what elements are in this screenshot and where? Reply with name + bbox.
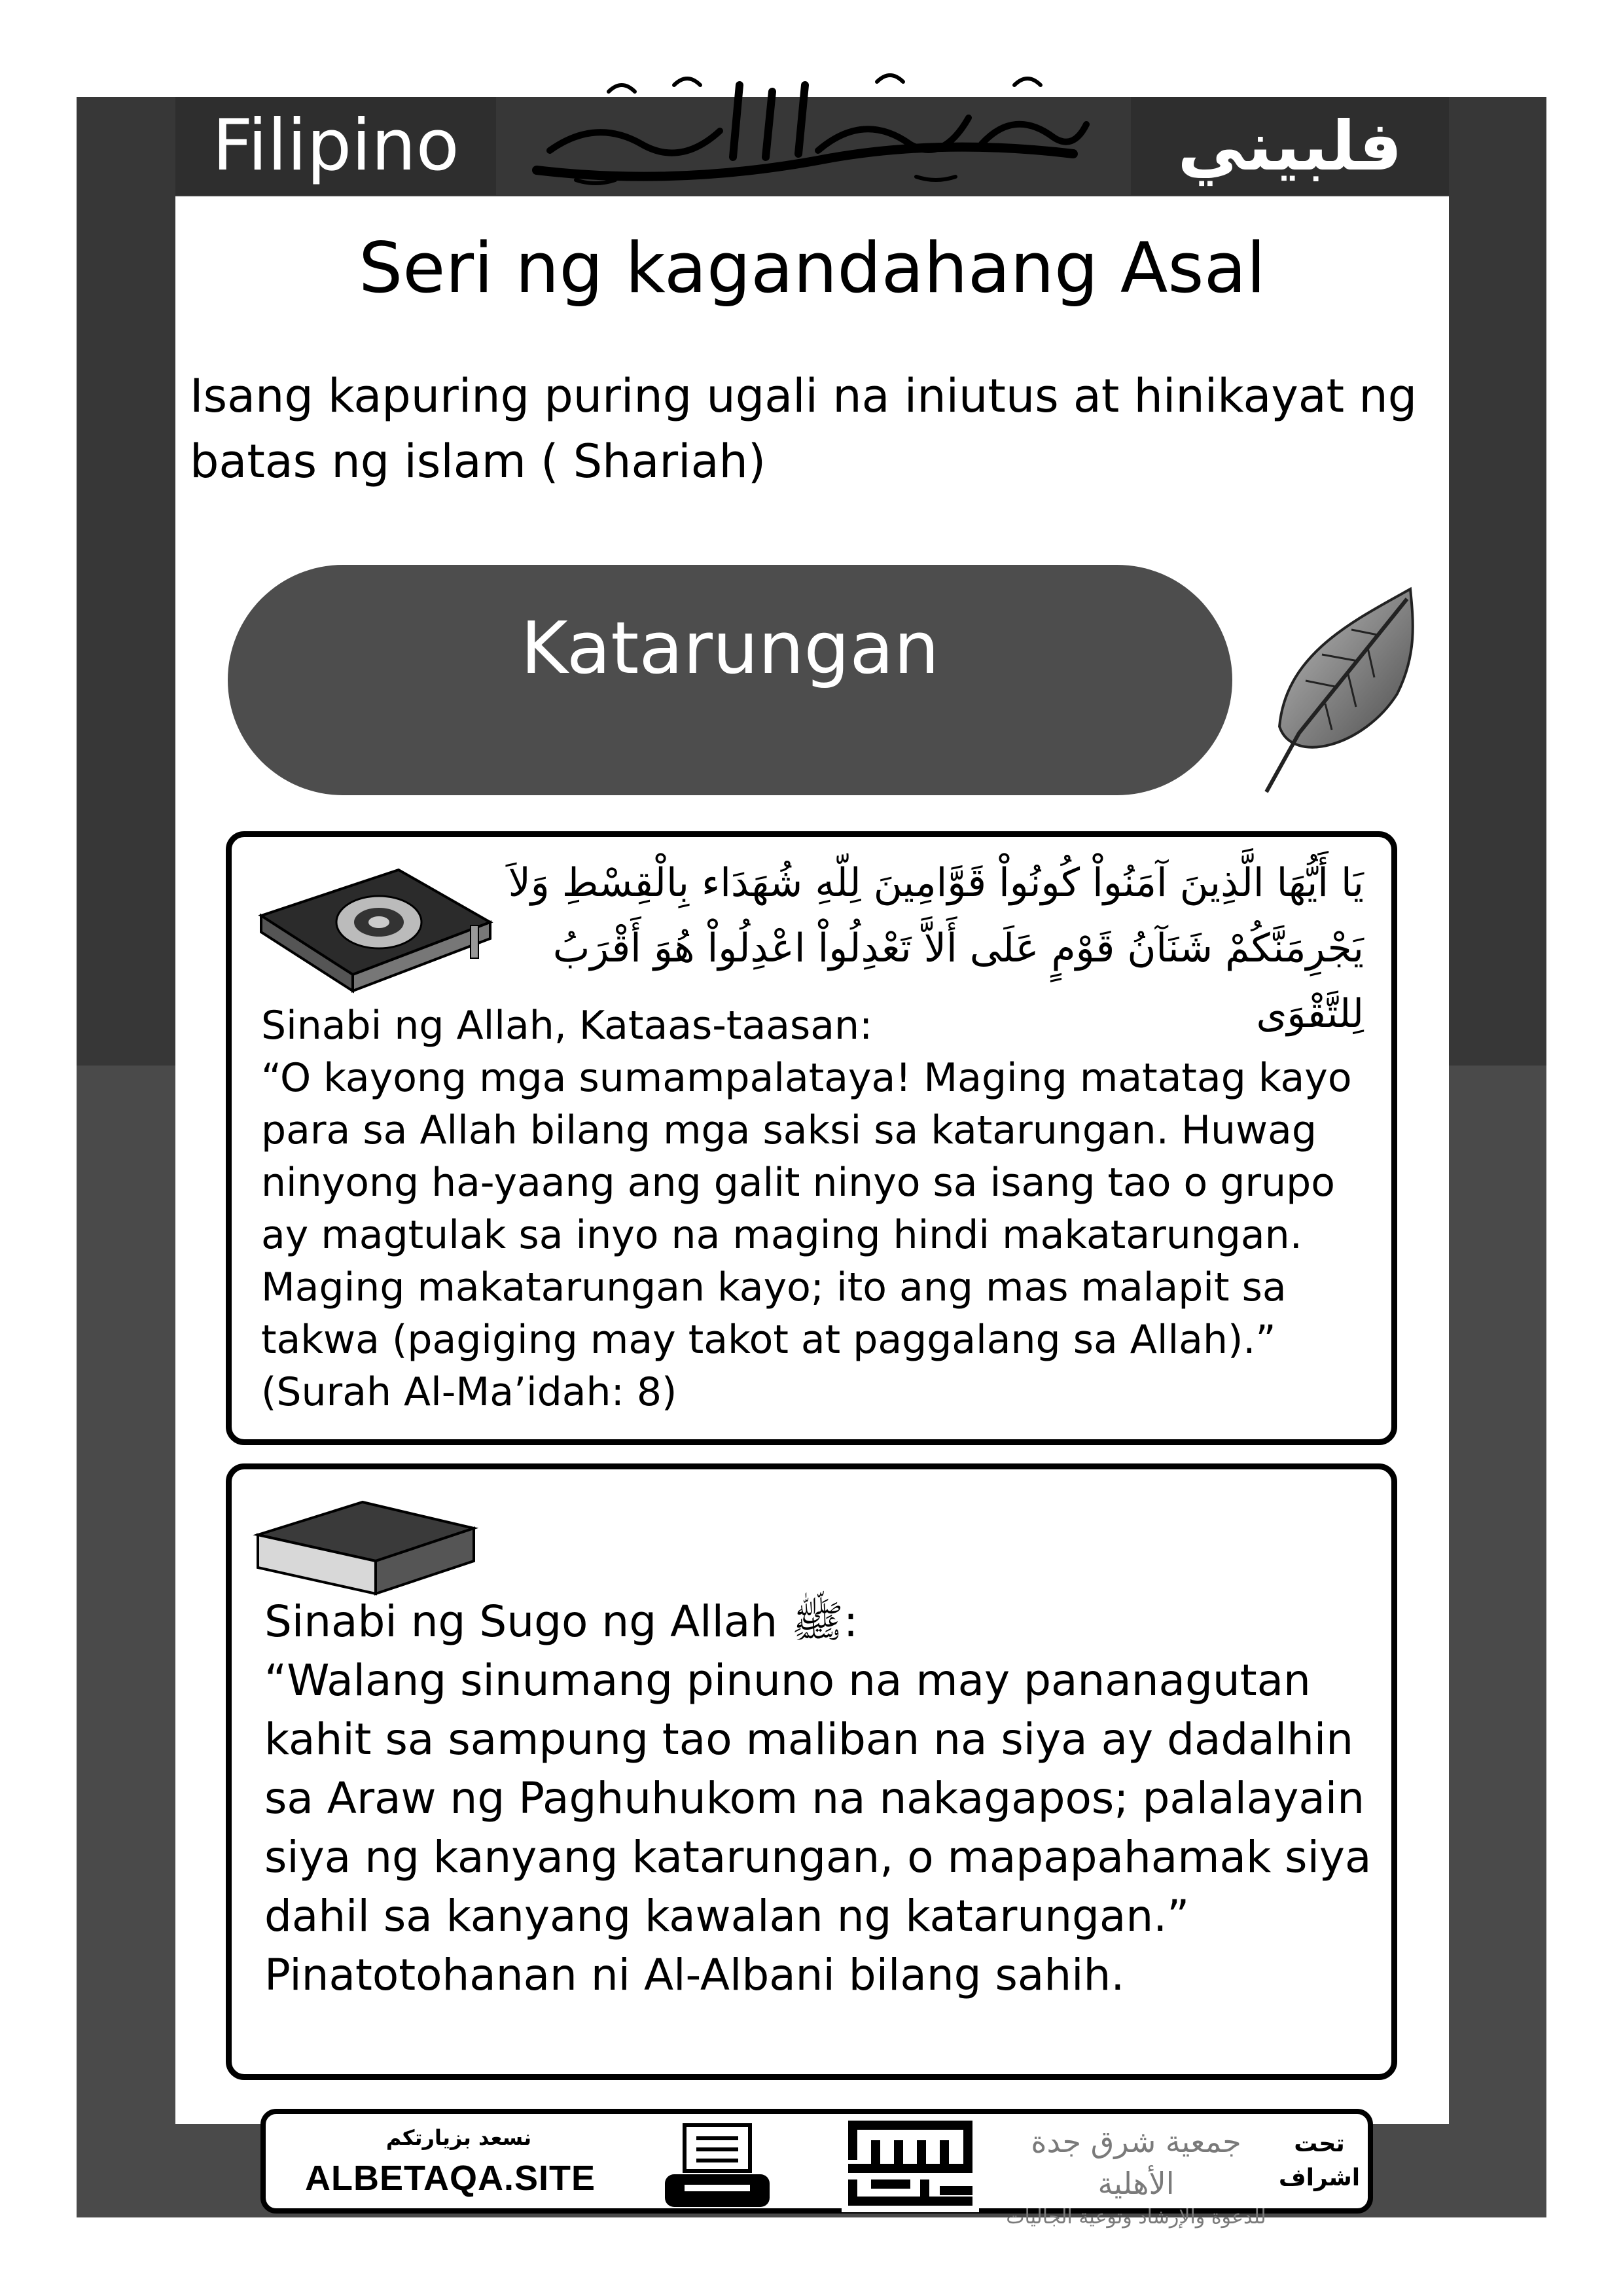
org-name-ar: جمعية شرق جدة الأهلية — [1031, 2124, 1241, 2201]
quran-book-icon — [255, 863, 497, 994]
supervision-word-2: اشراف — [1278, 2164, 1361, 2191]
topic-banner — [228, 565, 1232, 795]
footer-welcome-ar: نسعد بزيارتكم — [385, 2125, 532, 2150]
supervision-word-1: تحت — [1294, 2130, 1345, 2157]
hadith-reference: Pinatotohanan ni Al-Albani bilang sahih. — [264, 1950, 1125, 2000]
quran-verse-card — [226, 831, 1397, 1445]
verse-translation: “O kayong mga sumampalataya! Maging matatag kayo para sa Allah bilang mga saksi sa katarungan. Huwag ninyong ha-yaang ang galit ninyo sa isang tao o grupo ay magtulak sa inyo na maging hindi makatarungan. Maging makatarungan kayo; ito ang mas malapit sa takwa (pagiging may takot at paggalang sa Allah).” — [261, 1055, 1352, 1363]
leaf-icon — [1253, 583, 1423, 805]
org-mission-ar: للدعوة والإرشاد وتوعية الجاليات — [1006, 2206, 1266, 2229]
topic-label: Katarungan — [520, 606, 940, 690]
language-label-ar: فلبيني — [1131, 97, 1449, 195]
language-label-en: Filipino — [175, 97, 496, 195]
footer-site-link[interactable]: ALBETAQA.SITE — [305, 2159, 596, 2198]
hadith-intro: Sinabi ng Sugo ng Allah ﷺ: — [264, 1596, 859, 1647]
hadith-text: “Walang sinumang pinuno na may pananagutan kahit sa sampung tao maliban na siya ay dadalhin sa Araw ng Paghuhukom na nakagapos; palalayain siya ng kanyang katarungan, o mapapahamak siya dahil sa kanyang kawalan ng katarungan.” — [264, 1655, 1372, 1941]
page-subtitle: Isang kapuring puring ugali na iniutus at hinikayat ng batas ng islam ( Shariah) — [190, 369, 1418, 488]
hadith-card — [226, 1463, 1397, 2080]
footer-organization — [999, 2121, 1274, 2229]
verse-intro: Sinabi ng Allah, Kataas-taasan: — [261, 1003, 873, 1049]
quran-verse-arabic: يَا أَيُّهَا الَّذِينَ آمَنُواْ كُونُواْ قَوَّامِينَ لِلّهِ شُهَدَاء بِالْقِسْطِ وَلاَ يَجْرِمَنَّكُمْ شَنَآنُ قَوْمٍ عَلَى أَلاَّ تَعْدِلُواْ اعْدِلُواْ هُوَ أَقْرَبُ لِلتَّقْوَى — [508, 860, 1364, 1037]
footer-supervision-label — [1274, 2127, 1365, 2195]
printer-icon — [658, 2122, 776, 2214]
verse-reference: (Surah Al-Ma’idah: 8) — [261, 1369, 677, 1415]
page-title: Seri ng kagandahang Asal — [359, 228, 1266, 308]
basmala-calligraphy — [510, 46, 1113, 196]
closed-book-icon — [245, 1489, 487, 1600]
footer-bar — [260, 2109, 1373, 2229]
kufic-logo — [842, 2114, 979, 2212]
